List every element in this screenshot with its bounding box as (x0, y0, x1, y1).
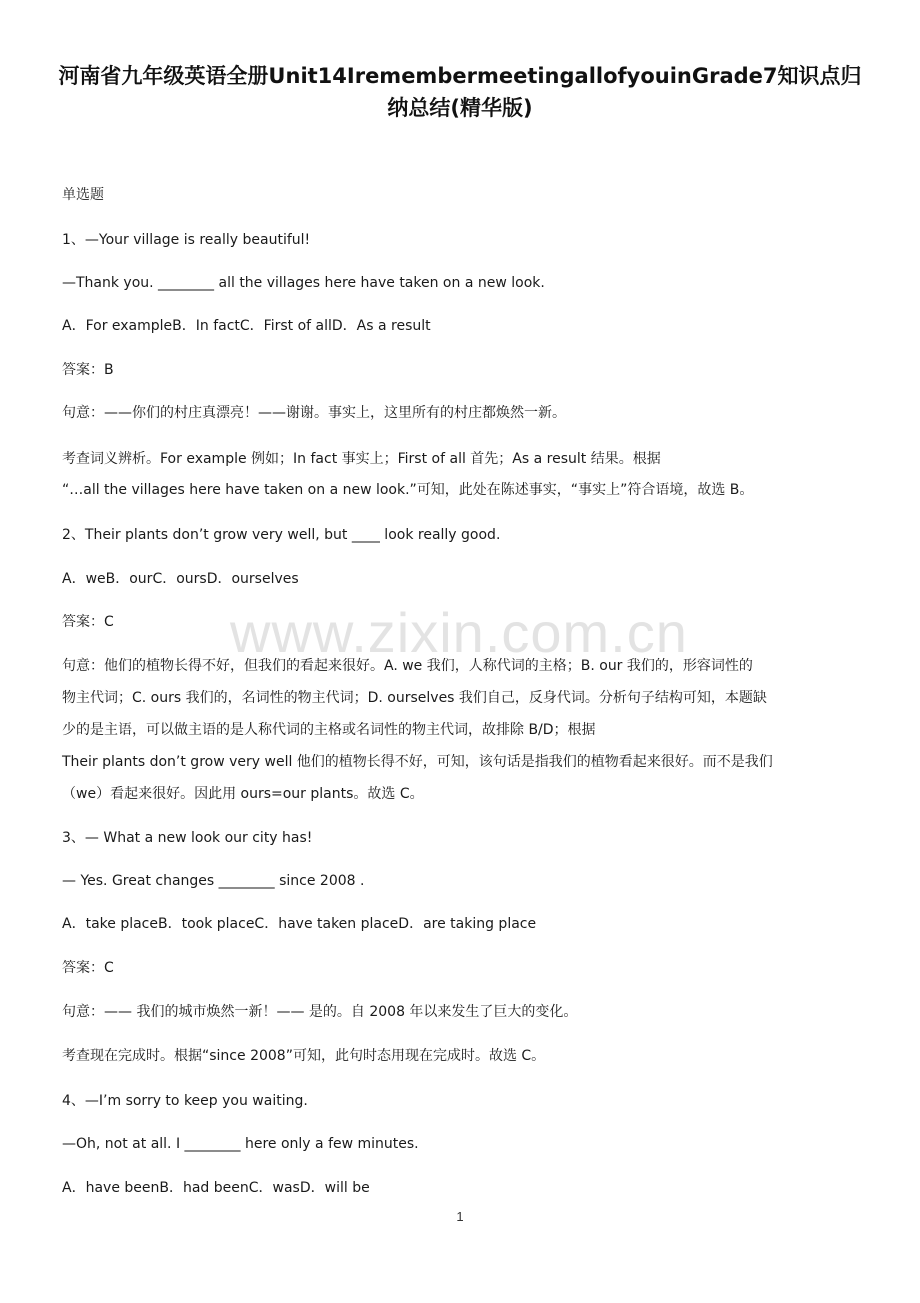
question-2-explanation-line-5: （we）看起来很好。因此用 ours=our plants。故选 C。 (62, 786, 424, 802)
question-4-options: A．have beenB．had beenC．wasD．will be (62, 1180, 370, 1196)
question-1-options: A．For exampleB．In factC．First of allD．As a result (62, 318, 431, 334)
question-1-stem-line-1: 1、—Your village is really beautiful! (62, 232, 311, 248)
title-line-1: 河南省九年级英语全册Unit14IremembermeetingallofyouinGrade7知识点归 (58, 64, 862, 88)
question-4-stem-line-2: —Oh, not at all. I ________ here only a few minutes. (62, 1136, 419, 1152)
question-2-explanation (62, 650, 852, 810)
question-2-explanation-line-3: 少的是主语，可以做主语的是人称代词的主格或名词性的物主代词，故排除 B/D；根据 (62, 722, 596, 738)
question-4-stem-line-1: 4、—I’m sorry to keep you waiting. (62, 1093, 308, 1109)
question-1-stem-line-2: —Thank you. ________ all the villages here have taken on a new look. (62, 275, 545, 291)
page-title (40, 60, 880, 124)
question-1-explanation: 句意：——你们的村庄真漂亮！——谢谢。事实上，这里所有的村庄都焕然一新。 (62, 405, 566, 421)
question-2-explanation-line-4: Their plants don’t grow very well 他们的植物长得不好，可知，该句话是指我们的植物看起来很好。而不是我们 (62, 754, 773, 770)
page-number: 1 (456, 1209, 464, 1224)
watermark: www.zixin.com.cn (230, 601, 688, 664)
question-2-options: A．weB．ourC．oursD．ourselves (62, 571, 299, 587)
question-3-answer: 答案：C (62, 960, 114, 976)
question-2-stem: 2、Their plants don’t grow very well, but ____ look really good. (62, 527, 501, 543)
question-3-explanation: 句意：—— 我们的城市焕然一新！—— 是的。自 2008 年以来发生了巨大的变化。 (62, 1004, 578, 1020)
title-line-2: 纳总结(精华版) (387, 96, 533, 120)
question-3-analysis: 考查现在完成时。根据“since 2008”可知，此句时态用现在完成时。故选 C。 (62, 1048, 546, 1064)
question-2-explanation-line-2: 物主代词；C. ours 我们的，名词性的物主代词；D. ourselves 我们自己，反身代词。分析句子结构可知，本题缺 (62, 690, 767, 706)
question-1-analysis-line-2: “…all the villages here have taken on a new look.”可知，此处在陈述事实，“事实上”符合语境，故选 B。 (62, 482, 754, 498)
question-2-explanation-line-1: 句意：他们的植物长得不好，但我们的看起来很好。A. we 我们，人称代词的主格；B. our 我们的，形容词性的 (62, 658, 753, 674)
section-heading: 单选题 (62, 187, 104, 203)
question-3-options: A．take placeB．took placeC．have taken placeD．are taking place (62, 916, 537, 932)
question-1-analysis-line-1: 考查词义辨析。For example 例如；In fact 事实上；First of all 首先；As a result 结果。根据 (62, 451, 661, 467)
question-1-answer: 答案：B (62, 362, 114, 378)
question-3-stem-line-2: — Yes. Great changes ________ since 2008 . (62, 873, 365, 889)
question-2-answer: 答案：C (62, 614, 114, 630)
question-3-stem-line-1: 3、— What a new look our city has! (62, 830, 313, 846)
